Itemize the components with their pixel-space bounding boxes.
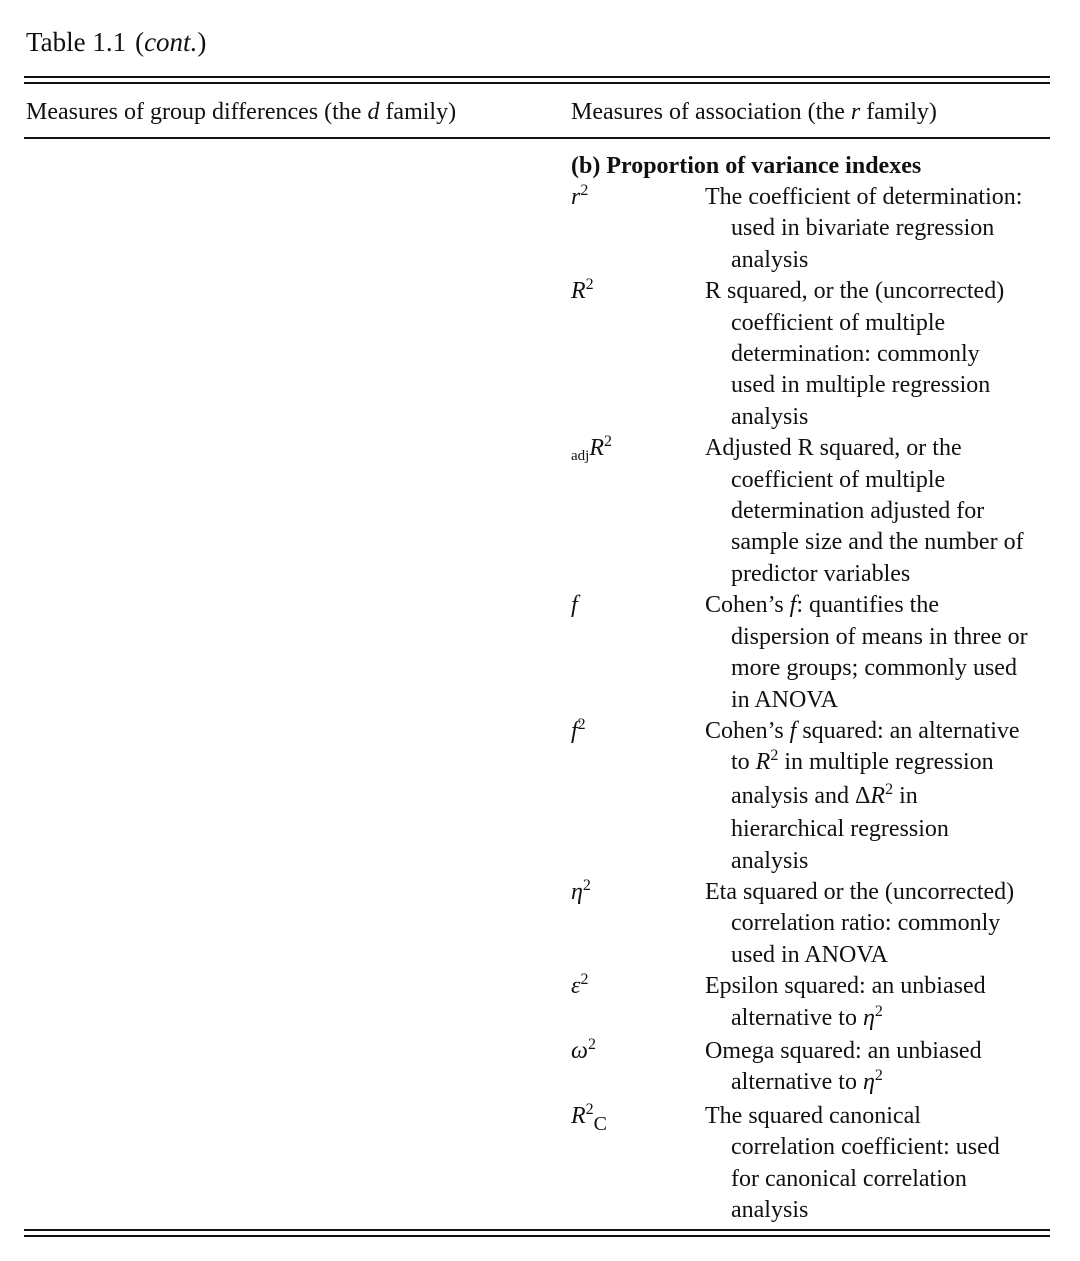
- entry-adjusted-r-squared: [571, 433, 1051, 590]
- table-continued-note: cont.: [144, 27, 198, 57]
- symbol-r-squared: $r^2$: [571, 182, 589, 210]
- description-eta-squared: Eta squared or the (uncorrected) correlation ratio: commonly used in ANOVA: [705, 878, 1015, 968]
- top-rule-2: [24, 82, 1050, 84]
- description-cohens-f: Cohen’s f: quantifies the dispersion of means in three or more groups; commonly used in ANOVA: [705, 592, 1028, 713]
- bottom-rule-1: [24, 1229, 1050, 1231]
- entry-eta-squared: [571, 877, 1051, 971]
- entry-omega-squared: [571, 1036, 1051, 1101]
- entry-r-squared: [571, 182, 1051, 276]
- d-symbol: d: [367, 99, 380, 125]
- symbol-adjusted-r-squared: $_{adj}R^2$: [571, 433, 612, 465]
- description-epsilon-squared: Epsilon squared: an unbiased alternative to $\eta^2$: [705, 973, 986, 1031]
- symbol-omega-squared: $\omega^2$: [571, 1035, 596, 1064]
- symbol-epsilon-squared: $\varepsilon^2$: [571, 971, 589, 1000]
- top-rule-1: [24, 76, 1050, 78]
- r-symbol: r: [850, 99, 861, 125]
- section-title: (b) Proportion of variance indexes: [571, 153, 922, 179]
- symbol-cohens-f-squared: $f^2$: [571, 715, 586, 744]
- entry-epsilon-squared: [571, 971, 1051, 1036]
- column-header-r-family: Measures of association (the r family): [571, 99, 937, 125]
- header-rule: [24, 137, 1050, 139]
- description-adjusted-r-squared: Adjusted R squared, or the coefficient of multiple determination adjusted for sample size and the number of predictor variables: [705, 435, 1024, 587]
- caption-open-paren: (: [135, 27, 145, 57]
- description-canonical-r-squared: The squared canonical correlation coefficient: used for canonical correlation analysis: [705, 1102, 1000, 1223]
- caption-close-paren: ): [197, 27, 207, 57]
- description-cohens-f-squared: Cohen’s f squared: an alternative to $R^2$ in multiple regression analysis and $\Delta R^2$ in hierarchical regression analysis: [705, 717, 1020, 874]
- table-caption: [26, 22, 206, 62]
- entry-cohens-f-squared: [571, 716, 1051, 877]
- entry-list: [571, 182, 1051, 1226]
- description-big-r-squared: R squared, or the (uncorrected) coefficient of multiple determination: commonly used in multiple regression analysis: [705, 278, 1005, 430]
- bottom-rule-2: [24, 1235, 1050, 1237]
- symbol-cohens-f: f: [571, 592, 578, 619]
- entry-big-r-squared: [571, 276, 1051, 433]
- description-r-squared: The coefficient of determination: used in bivariate regression analysis: [705, 184, 1023, 273]
- symbol-canonical-r-squared: $R^2_C$: [571, 1100, 608, 1135]
- column-header-d-family: Measures of group differences (the d family): [26, 99, 457, 125]
- symbol-eta-squared: $\eta^2$: [571, 876, 591, 905]
- description-omega-squared: Omega squared: an unbiased alternative to $\eta^2$: [705, 1037, 982, 1096]
- symbol-big-r-squared: $R^2$: [571, 276, 594, 305]
- entry-cohens-f: [571, 590, 1051, 716]
- table-label: Table 1.1: [26, 27, 127, 57]
- entry-canonical-r-squared: [571, 1101, 1051, 1227]
